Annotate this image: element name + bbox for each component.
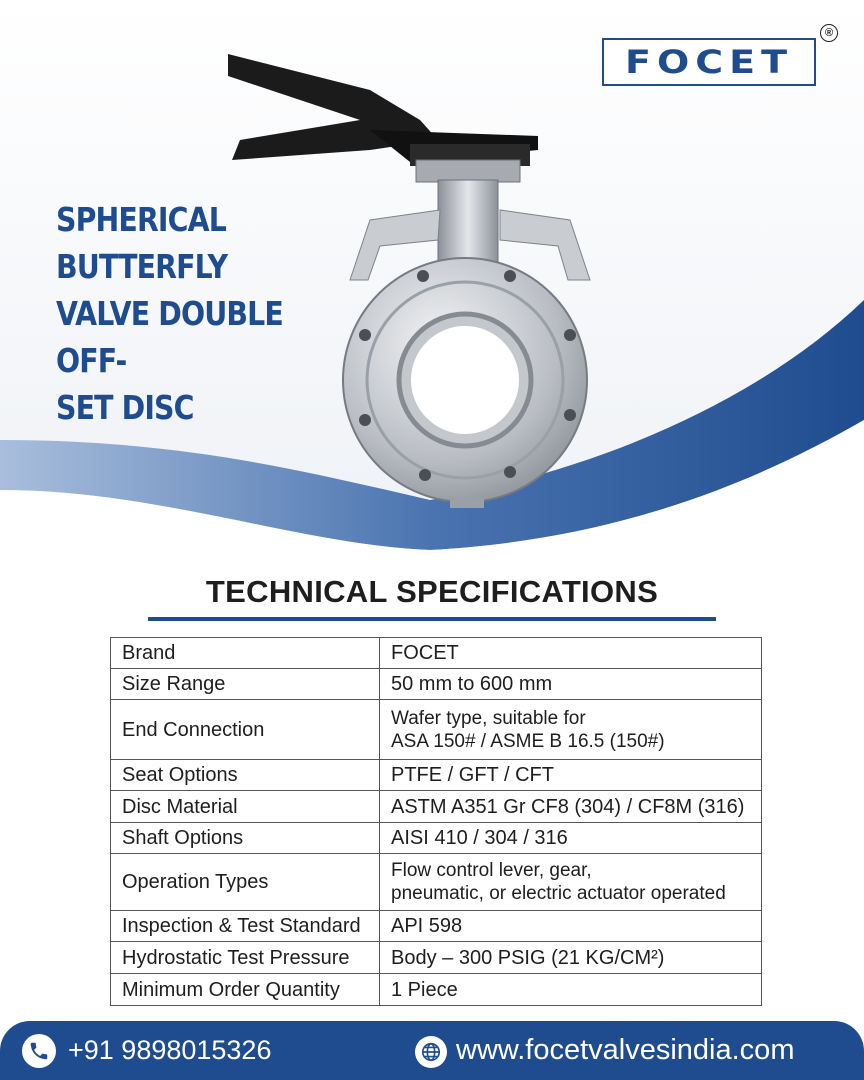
spec-value: ASTM A351 Gr CF8 (304) / CF8M (316)	[380, 791, 762, 823]
table-row	[111, 700, 762, 760]
spec-label: Seat Options	[111, 760, 380, 791]
spec-value: PTFE / GFT / CFT	[380, 760, 762, 791]
spec-value-line: Flow control lever, gear,	[391, 860, 592, 881]
spec-label: Inspection & Test Standard	[111, 911, 380, 942]
table-row	[111, 760, 762, 791]
spec-label: End Connection	[111, 700, 380, 760]
heading-underline	[148, 617, 716, 621]
spec-table	[110, 637, 762, 1006]
website-link[interactable]: www.focetvalvesindia.com	[456, 1034, 795, 1066]
spec-label: Disc Material	[111, 791, 380, 823]
spec-value: Body – 300 PSIG (21 KG/CM²)	[380, 942, 762, 974]
focet-logo	[602, 38, 816, 86]
spec-label: Shaft Options	[111, 823, 380, 854]
spec-heading: TECHNICAL SPECIFICATIONS	[205, 574, 659, 609]
spec-value: API 598	[380, 911, 762, 942]
table-row	[111, 942, 762, 974]
table-row	[111, 638, 762, 669]
spec-value: AISI 410 / 304 / 316	[380, 823, 762, 854]
spec-value-line: ASA 150# / ASME B 16.5 (150#)	[391, 730, 665, 752]
globe-icon[interactable]	[415, 1036, 447, 1068]
spec-label: Operation Types	[111, 854, 380, 911]
table-row	[111, 974, 762, 1006]
phone-icon[interactable]	[22, 1034, 56, 1068]
spec-value	[380, 854, 762, 911]
table-row	[111, 854, 762, 911]
spec-label: Minimum Order Quantity	[111, 974, 380, 1006]
spec-value	[380, 700, 762, 760]
spec-value-line: Wafer type, suitable for	[391, 707, 586, 729]
table-row	[111, 791, 762, 823]
spec-label: Brand	[111, 638, 380, 669]
product-title	[56, 196, 340, 431]
spec-value: 50 mm to 600 mm	[380, 669, 762, 700]
spec-value-line: pneumatic, or electric actuator operated	[391, 883, 726, 904]
table-row	[111, 669, 762, 700]
spec-value: FOCET	[380, 638, 762, 669]
spec-label: Size Range	[111, 669, 380, 700]
product-title-line: VALVE DOUBLE OFF-	[56, 294, 283, 380]
registered-trademark-icon: ®	[820, 24, 838, 42]
table-row	[111, 911, 762, 942]
spec-label: Hydrostatic Test Pressure	[111, 942, 380, 974]
phone-number-link[interactable]: +91 9898015326	[68, 1035, 272, 1065]
product-title-line: SET DISC	[56, 388, 194, 427]
table-row	[111, 823, 762, 854]
product-title-line: SPHERICAL BUTTERFLY	[56, 200, 228, 286]
logo-text: FOCET	[624, 43, 794, 81]
spec-value: 1 Piece	[380, 974, 762, 1006]
